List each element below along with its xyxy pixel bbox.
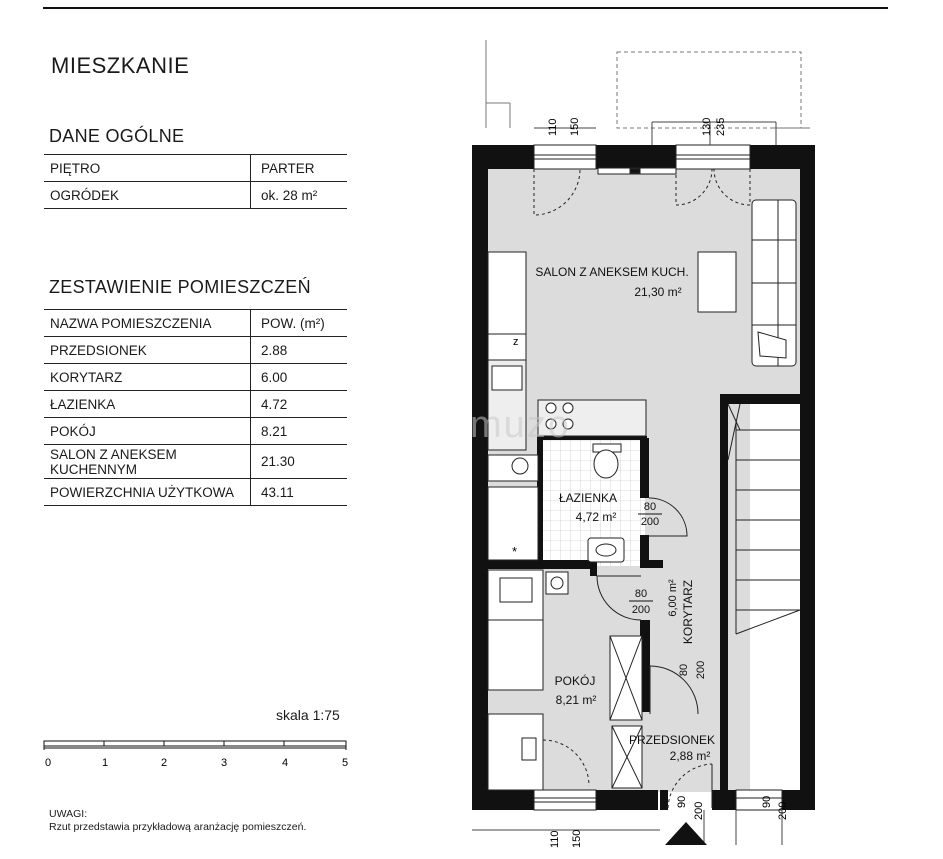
scale-tick: 3 [220,757,228,769]
rooms-header-name: NAZWA POMIESZCZENIA [44,310,251,337]
room-name-label: POKÓJ [554,674,596,688]
dim-label: 80 [678,663,690,677]
room-area: 43.11 [251,479,348,506]
dim-label: 80 [643,501,657,513]
bath-name: ŁAZIENKA [558,491,618,505]
scale-tick: 1 [101,757,109,769]
general-value: PARTER [251,155,348,182]
room-name: SALON Z ANEKSEM KUCHENNYM [44,445,251,479]
room-area: 2.88 [251,337,348,364]
dim-label: 200 [693,801,705,820]
dim-label: 200 [640,516,660,528]
salon-name: SALON Z ANEKSEM KUCH. [535,265,689,279]
dim-label: 150 [569,117,581,136]
scale-tick: 0 [44,757,52,769]
scale-label: skala 1:75 [276,707,340,723]
dim-label: 235 [715,117,727,136]
vest-area: 2,88 m² [669,749,711,763]
dim-label: 200 [777,801,789,820]
notes-line: Rzut przedstawia przykładową aranżację pomieszczeń. [49,821,307,833]
watermark: muzo [470,404,571,446]
wardrobes [610,636,642,788]
terrace-outline [486,40,810,128]
salon-area: 21,30 m² [634,285,682,299]
room-name: ŁAZIENKA [44,391,251,418]
svg-text:*: * [512,544,518,559]
page-title: MIESZKANIE [51,53,190,78]
scale-bar [44,741,348,769]
rooms-heading: ZESTAWIENIE POMIESZCZEŃ [49,277,311,297]
dim-label: 90 [676,795,688,808]
room-name: POWIERZCHNIA UŻYTKOWA [44,479,251,506]
dim-label: 90 [761,795,773,808]
room-area: 21.30 [251,445,348,479]
room-area: 8.21 [251,418,348,445]
room-name: PRZEDSIONEK [44,337,251,364]
dim-label: 80 [634,588,648,600]
corridor-area: 6,00 m² [667,579,679,617]
room-area: 4.72 [251,391,348,418]
scale-tick: 5 [341,757,349,769]
notes-heading: UWAGI: [49,808,88,820]
general-value: ok. 28 m² [251,182,348,209]
dim-label: 130 [701,117,713,136]
bath-area: 4,72 m² [575,510,617,524]
dim-label: 110 [547,118,559,136]
corridor-name: KORYTARZ [681,579,695,645]
room-name: POKÓJ [44,418,251,445]
bottom-dims [472,810,782,845]
dim-label: 200 [695,660,707,680]
room-name: KORYTARZ [44,364,251,391]
dim-label: 110 [549,830,561,848]
rooms-header-area: POW. (m²) [251,310,348,337]
room-area: 6.00 [251,364,348,391]
dim-label: 150 [571,829,583,848]
scale-tick: 2 [160,757,168,769]
entrance-arrow-icon [665,822,707,845]
dim-label: 200 [631,604,651,616]
svg-text:z: z [513,336,519,348]
room-area-label: 8,21 m² [555,693,597,707]
general-heading: DANE OGÓLNE [49,126,185,146]
general-label: PIĘTRO [44,155,251,182]
scale-tick: 4 [281,757,289,769]
vest-name: PRZEDSIONEK [628,733,716,747]
general-label: OGRÓDEK [44,182,251,209]
